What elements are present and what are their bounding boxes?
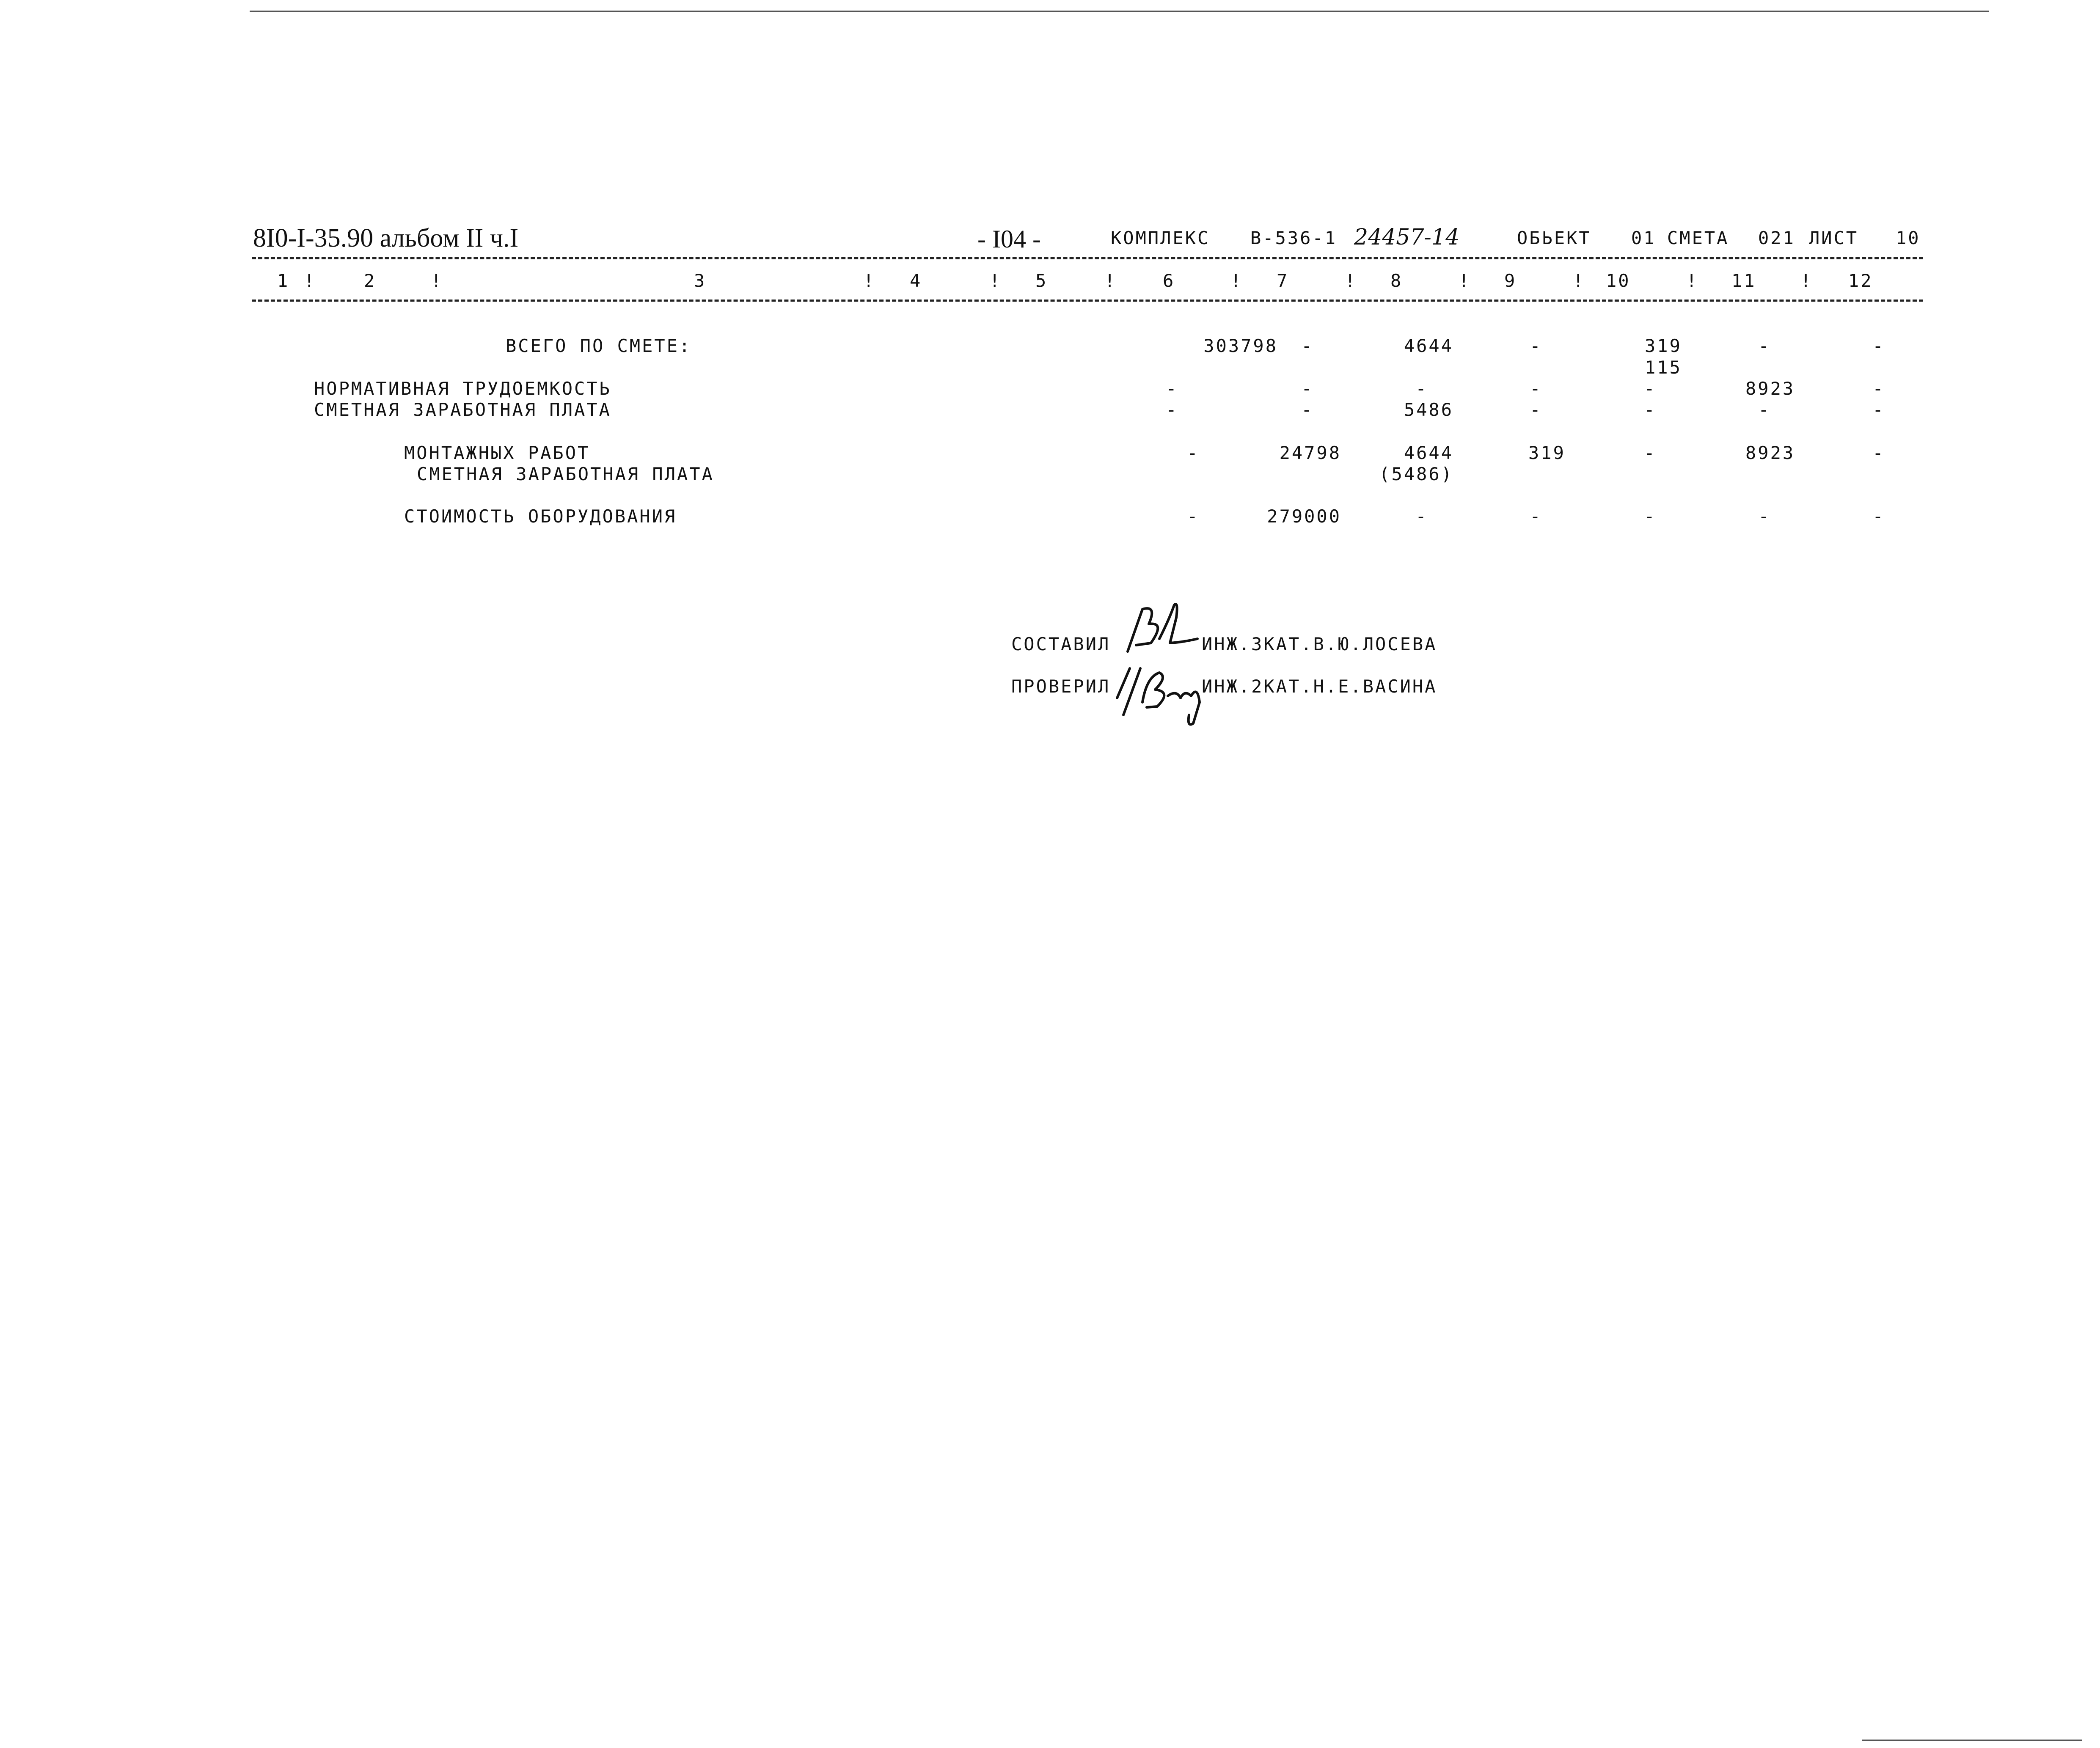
row-label: СМЕТНАЯ ЗАРАБОТНАЯ ПЛАТА xyxy=(417,464,714,484)
cell-col6: 303798 xyxy=(1203,335,1278,356)
bottom-border-line xyxy=(1862,1740,2082,1741)
cell-col9: - xyxy=(1530,335,1542,356)
cell-col6: - xyxy=(1187,506,1200,527)
column-separator: ! xyxy=(1573,270,1585,291)
row-label: НОРМАТИВНАЯ ТРУДОЕМКОСТЬ xyxy=(314,378,611,399)
cell-col9: - xyxy=(1530,378,1542,399)
column-separator: ! xyxy=(304,270,317,291)
handwritten-signature-icon xyxy=(1119,592,1200,660)
column-number: 6 xyxy=(1163,270,1175,291)
cell-col10: - xyxy=(1644,399,1657,420)
row-label: ВСЕГО ПО СМЕТЕ: xyxy=(506,335,692,356)
column-separator: ! xyxy=(863,270,876,291)
cell-col7: - xyxy=(1301,399,1314,420)
cell-col12: - xyxy=(1872,399,1885,420)
sheet-number: 10 xyxy=(1896,228,1921,248)
estimate-code: 021 xyxy=(1758,228,1795,248)
complex-label: КОМПЛЕКС xyxy=(1111,228,1210,248)
cell-col7: - xyxy=(1301,335,1314,356)
cell-col12: - xyxy=(1872,442,1885,463)
cell-col8: (5486) xyxy=(1379,464,1453,484)
column-number: 3 xyxy=(694,270,707,291)
sheet-label: ЛИСТ xyxy=(1809,228,1859,248)
column-separator: ! xyxy=(1459,270,1471,291)
cell-col8: - xyxy=(1415,506,1428,527)
cell-col8: 4644 xyxy=(1404,442,1453,463)
column-number: 10 xyxy=(1606,270,1631,291)
column-number: 2 xyxy=(364,270,377,291)
cell-col12: - xyxy=(1872,378,1885,399)
cell-col8: 5486 xyxy=(1404,399,1453,420)
cell-col10: - xyxy=(1644,378,1657,399)
column-separator: ! xyxy=(1104,270,1117,291)
object-label: ОБЬЕКТ xyxy=(1517,228,1591,248)
compiled-by: ИНЖ.3КАТ.В.Ю.ЛОСЕВА xyxy=(1202,634,1437,654)
cell-col9: - xyxy=(1530,506,1542,527)
cell-col7: - xyxy=(1301,378,1314,399)
compiled-label: СОСТАВИЛ xyxy=(1011,634,1111,654)
column-number: 4 xyxy=(910,270,922,291)
cell-col12: - xyxy=(1872,506,1885,527)
cell-col9: - xyxy=(1530,399,1542,420)
column-number: 9 xyxy=(1504,270,1517,291)
header-rule-top xyxy=(252,257,1923,259)
column-separator: ! xyxy=(1345,270,1357,291)
row-label: СМЕТНАЯ ЗАРАБОТНАЯ ПЛАТА xyxy=(314,399,611,420)
column-number: 8 xyxy=(1390,270,1403,291)
column-number: 12 xyxy=(1848,270,1873,291)
column-separator: ! xyxy=(431,270,443,291)
cell-col10-second-line: 115 xyxy=(1645,357,1682,378)
complex-code: В-536-1 xyxy=(1250,228,1338,248)
cell-col6: - xyxy=(1166,378,1178,399)
checked-by: ИНЖ.2КАТ.Н.Е.ВАСИНА xyxy=(1202,676,1437,697)
column-number: 7 xyxy=(1277,270,1289,291)
row-label: МОНТАЖНЫХ РАБОТ xyxy=(404,442,590,463)
cell-col9: 319 xyxy=(1528,442,1566,463)
column-separator: ! xyxy=(1800,270,1813,291)
cell-col11: 8923 xyxy=(1745,378,1795,399)
complex-handwritten-number: 24457-14 xyxy=(1354,225,1460,250)
header-rule-bottom xyxy=(252,300,1923,302)
column-separator: ! xyxy=(989,270,1002,291)
top-border-line xyxy=(250,11,1989,12)
object-code: 01 xyxy=(1631,228,1656,248)
handwritten-signature-icon xyxy=(1113,660,1214,728)
column-separator: ! xyxy=(1230,270,1243,291)
row-label: СТОИМОСТЬ ОБОРУДОВАНИЯ xyxy=(404,506,677,527)
cell-col11: - xyxy=(1758,335,1771,356)
cell-col12: - xyxy=(1872,335,1885,356)
album-reference: 8I0-I-35.90 альбом II ч.I xyxy=(253,224,519,253)
estimate-label: СМЕТА xyxy=(1667,228,1729,248)
cell-col6: - xyxy=(1166,399,1178,420)
cell-col11: 8923 xyxy=(1745,442,1795,463)
column-number: 1 xyxy=(277,270,290,291)
column-number: 11 xyxy=(1731,270,1756,291)
cell-col11: - xyxy=(1758,506,1771,527)
checked-label: ПРОВЕРИЛ xyxy=(1011,676,1111,697)
cell-col10: 319 xyxy=(1645,335,1682,356)
cell-col11: - xyxy=(1758,399,1771,420)
cell-col8: 4644 xyxy=(1404,335,1453,356)
column-number: 5 xyxy=(1035,270,1048,291)
cell-col10: - xyxy=(1644,442,1657,463)
cell-col7: 24798 xyxy=(1279,442,1341,463)
cell-col8: - xyxy=(1415,378,1428,399)
column-separator: ! xyxy=(1686,270,1699,291)
page-number: - I04 - xyxy=(977,225,1041,253)
cell-col10: - xyxy=(1644,506,1657,527)
cell-col6: - xyxy=(1187,442,1200,463)
cell-col7: 279000 xyxy=(1267,506,1341,527)
